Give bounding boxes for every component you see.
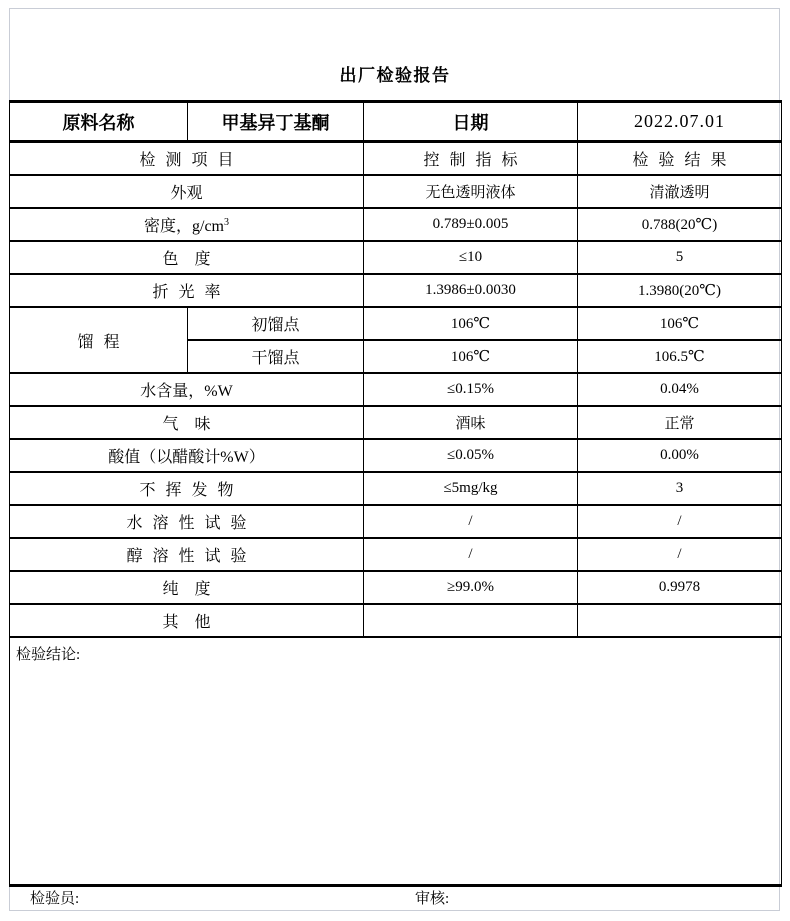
water-content-spec: ≤0.15% [364, 373, 578, 406]
water-solubility-result: / [578, 505, 782, 538]
col-header-control-spec: 控 制 指 标 [364, 142, 578, 176]
refractive-spec: 1.3986±0.0030 [364, 274, 578, 307]
nonvolatile-spec: ≤5mg/kg [364, 472, 578, 505]
other-item: 其 他 [10, 604, 364, 637]
column-header-row [10, 142, 782, 176]
dry-point-item: 干馏点 [188, 340, 364, 373]
col-header-test-item: 检 测 项 目 [10, 142, 364, 176]
odor-item: 气 味 [10, 406, 364, 439]
row-other [10, 604, 782, 637]
alcohol-solubility-spec: / [364, 538, 578, 571]
row-density [10, 208, 782, 241]
density-spec: 0.789±0.005 [364, 208, 578, 241]
conclusion-row [10, 637, 782, 886]
row-water-content [10, 373, 782, 406]
alcohol-solubility-item: 醇 溶 性 试 验 [10, 538, 364, 571]
row-water-solubility-test [10, 505, 782, 538]
purity-spec: ≥99.0% [364, 571, 578, 604]
row-acid-value [10, 439, 782, 472]
purity-item: 纯 度 [10, 571, 364, 604]
nonvolatile-item: 不 挥 发 物 [10, 472, 364, 505]
color-item: 色 度 [10, 241, 364, 274]
odor-result: 正常 [578, 406, 782, 439]
inspector-label: 检验员: [30, 891, 80, 907]
density-item-superscript: 3 [224, 217, 229, 228]
acid-value-result: 0.00% [578, 439, 782, 472]
density-item [10, 208, 364, 241]
material-name-value: 甲基异丁基酮 [188, 102, 364, 142]
row-appearance [10, 175, 782, 208]
row-nonvolatile [10, 472, 782, 505]
conclusion-box [10, 637, 782, 886]
initial-boiling-point-item: 初馏点 [188, 307, 364, 340]
row-color [10, 241, 782, 274]
water-solubility-spec: / [364, 505, 578, 538]
water-content-item: 水含量，%W [10, 373, 364, 406]
alcohol-solubility-result: / [578, 538, 782, 571]
appearance-result: 清澈透明 [578, 175, 782, 208]
row-distillation-initial [10, 307, 782, 340]
refractive-item: 折 光 率 [10, 274, 364, 307]
appearance-spec: 无色透明液体 [364, 175, 578, 208]
other-spec [364, 604, 578, 637]
water-content-result: 0.04% [578, 373, 782, 406]
odor-spec: 酒味 [364, 406, 578, 439]
initial-boiling-point-spec: 106℃ [364, 307, 578, 340]
other-result [578, 604, 782, 637]
report-table [9, 100, 782, 887]
row-odor [10, 406, 782, 439]
initial-boiling-point-result: 106℃ [578, 307, 782, 340]
density-item-text: 密度，g/cm [144, 218, 224, 235]
date-label: 日期 [364, 102, 578, 142]
row-purity [10, 571, 782, 604]
row-alcohol-solubility-test [10, 538, 782, 571]
report-title: 出厂检验报告 [339, 66, 451, 85]
dry-point-spec: 106℃ [364, 340, 578, 373]
color-result: 5 [578, 241, 782, 274]
water-solubility-item: 水 溶 性 试 验 [10, 505, 364, 538]
density-result: 0.788(20℃) [578, 208, 782, 241]
nonvolatile-result: 3 [578, 472, 782, 505]
color-spec: ≤10 [364, 241, 578, 274]
distillation-range-label: 馏 程 [10, 307, 188, 373]
header-row [10, 102, 782, 142]
material-name-label: 原料名称 [10, 102, 188, 142]
row-refractive-index [10, 274, 782, 307]
date-value: 2022.07.01 [578, 102, 782, 142]
col-header-test-result: 检 验 结 果 [578, 142, 782, 176]
refractive-result: 1.3980(20℃) [578, 274, 782, 307]
conclusion-label: 检验结论: [16, 647, 81, 663]
acid-value-spec: ≤0.05% [364, 439, 578, 472]
dry-point-result: 106.5℃ [578, 340, 782, 373]
appearance-item: 外观 [10, 175, 364, 208]
purity-result: 0.9978 [578, 571, 782, 604]
reviewer-label: 审核: [415, 891, 450, 907]
acid-value-item: 酸值（以醋酸计%W） [10, 439, 364, 472]
